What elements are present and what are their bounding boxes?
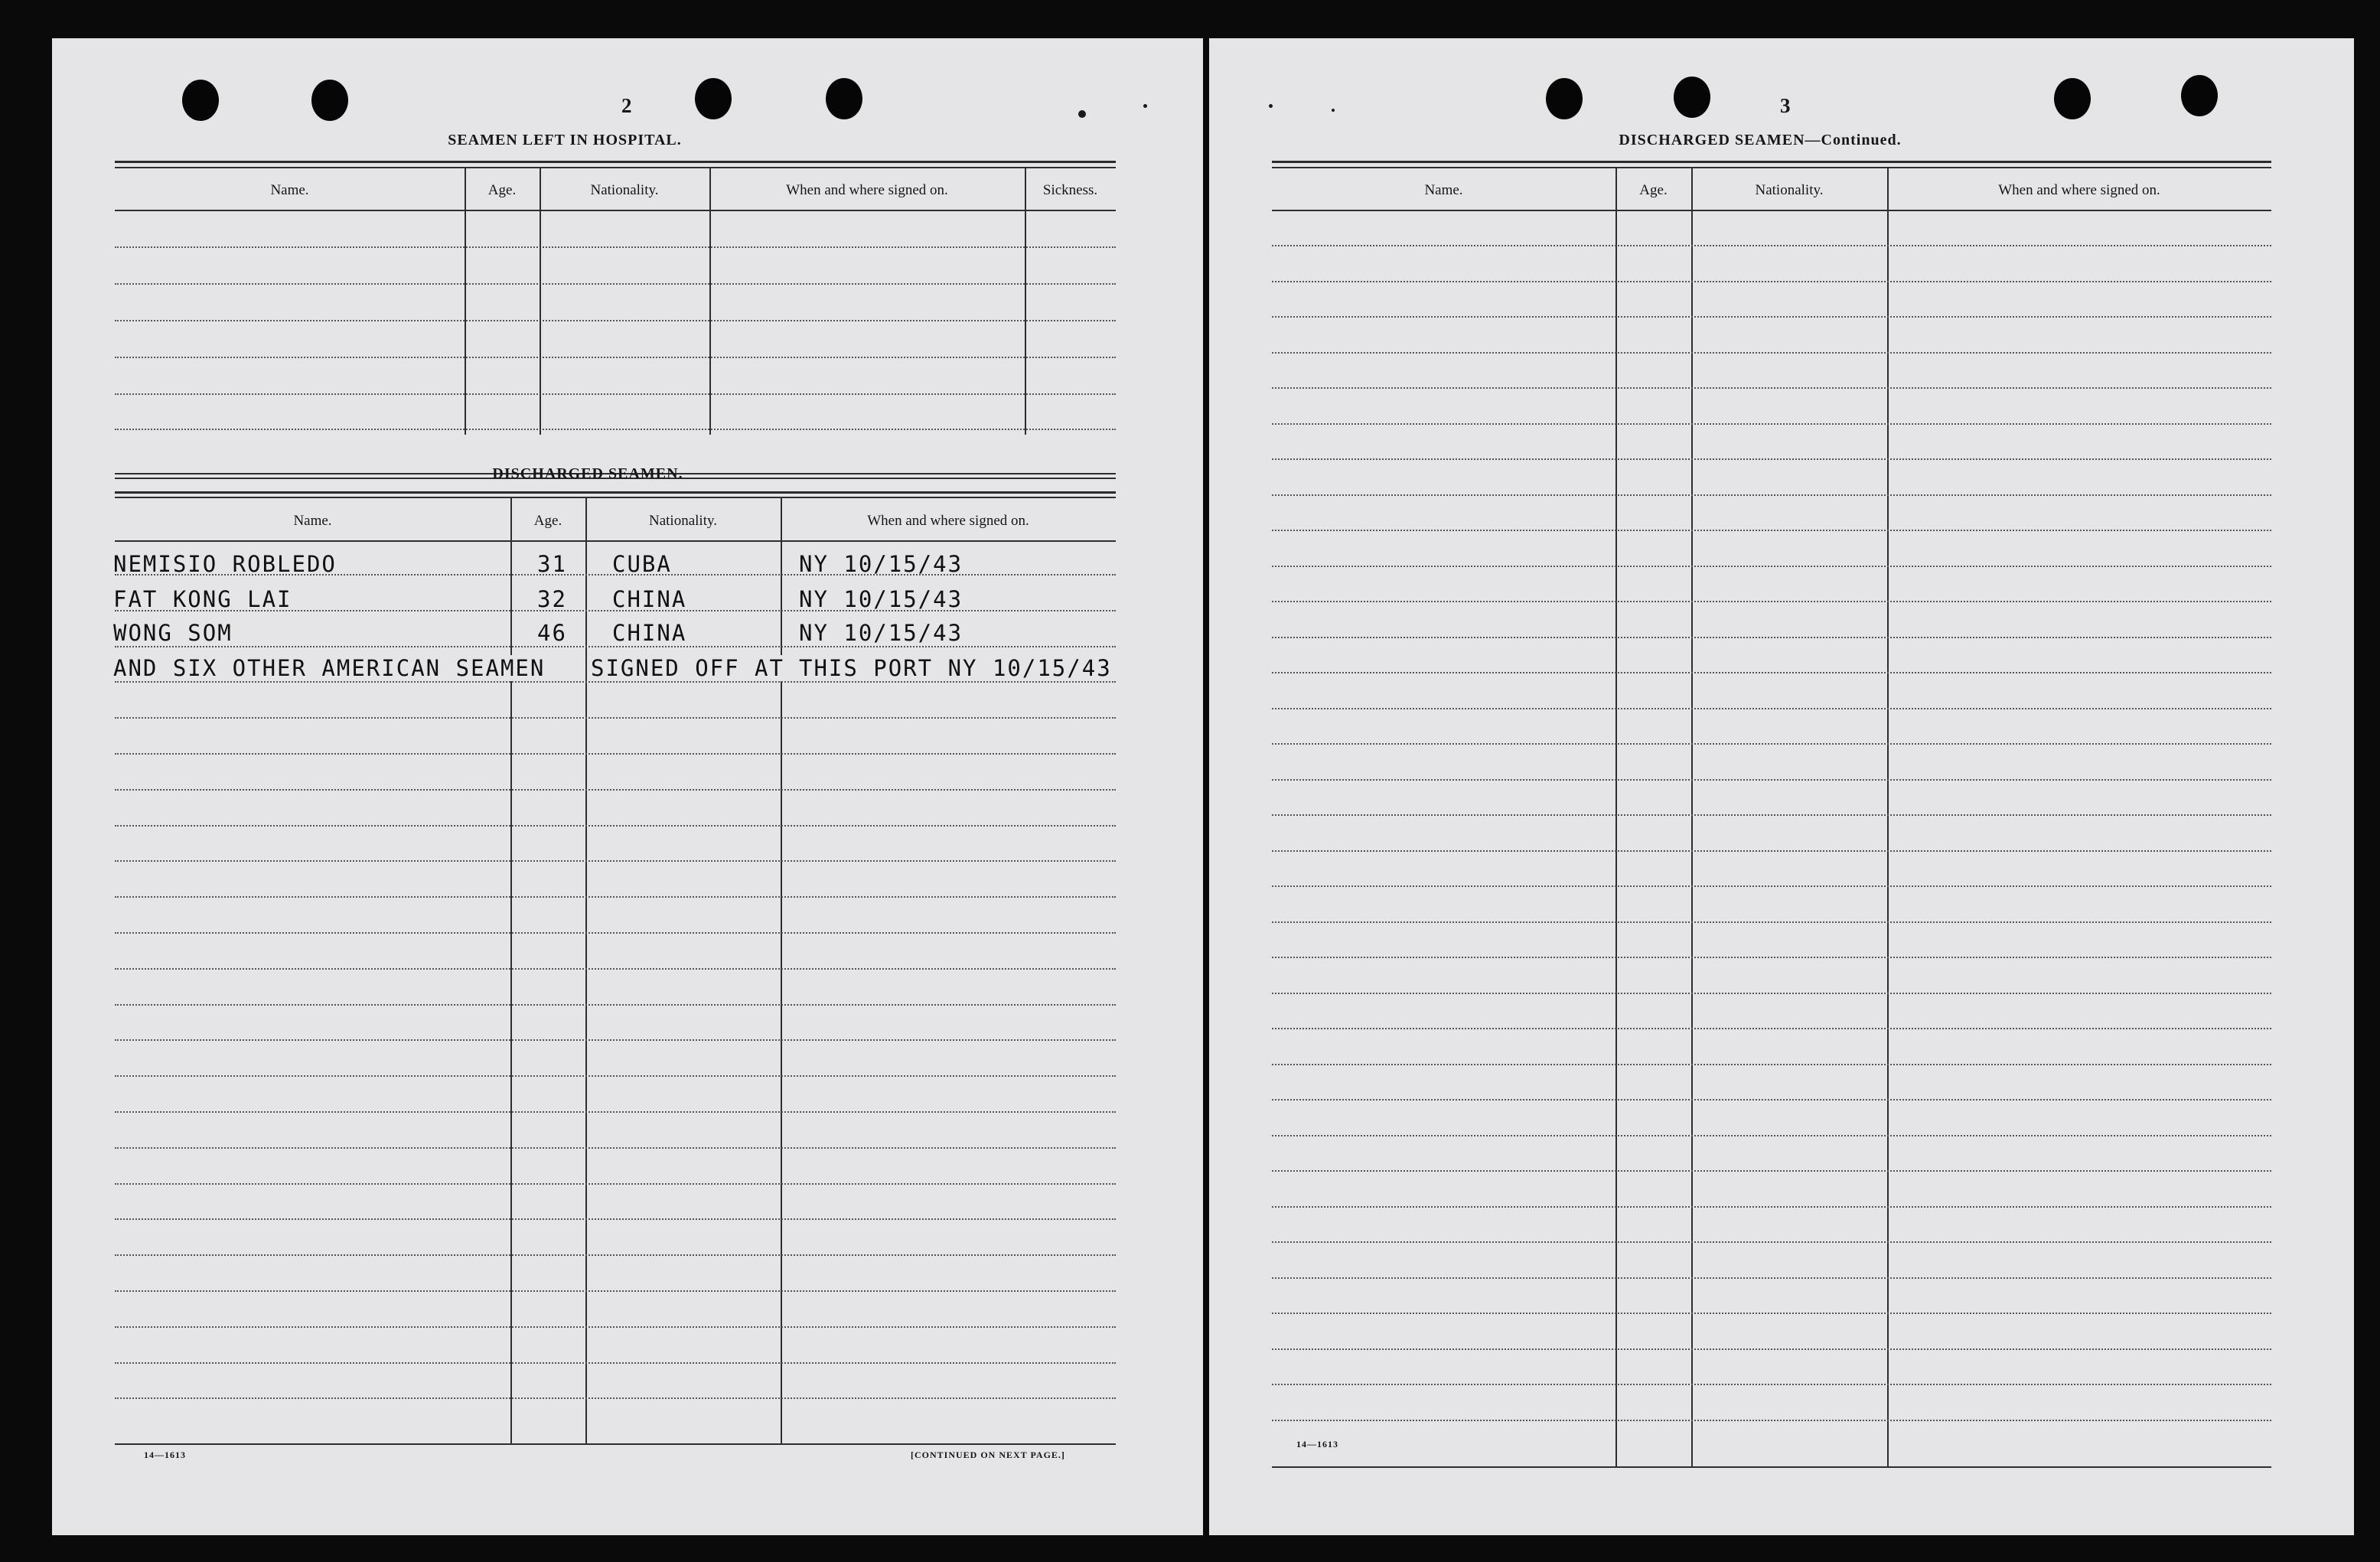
- ruled-line: [115, 1362, 1116, 1364]
- punch-hole: [311, 80, 348, 121]
- column-header-signed-on: When and where signed on.: [867, 513, 1029, 529]
- column-header-nationality: Nationality.: [649, 513, 717, 529]
- ruled-line: [115, 1039, 1116, 1041]
- ruled-line: [115, 1004, 1116, 1006]
- ruled-line: [1272, 637, 2271, 638]
- ruled-line: [1272, 957, 2271, 958]
- ink-speck: [1143, 104, 1147, 108]
- ruled-line: [1272, 672, 2271, 673]
- ruled-line: [1272, 921, 2271, 923]
- ruled-line: [1272, 530, 2271, 531]
- ruled-line: [1272, 316, 2271, 318]
- punch-hole: [1674, 77, 1710, 118]
- ink-speck: [1078, 110, 1086, 118]
- ruled-line: [115, 968, 1116, 970]
- ruled-line: [1272, 779, 2271, 781]
- column-header-age: Age.: [533, 513, 562, 529]
- ruled-line: [1272, 352, 2271, 354]
- ruled-line: [115, 610, 1116, 611]
- ruled-line: [115, 1147, 1116, 1149]
- right-page: [1209, 38, 2354, 1535]
- column-header-age: Age.: [1639, 182, 1668, 198]
- ink-speck: [1332, 109, 1335, 112]
- seaman-age: 31: [537, 551, 567, 577]
- seaman-name: NEMISIO ROBLEDO: [113, 551, 337, 577]
- ruled-line: [115, 789, 1116, 791]
- discharged-continued-table: [1272, 161, 2271, 1474]
- column-header-nationality: Nationality.: [1755, 182, 1824, 198]
- column-header-nationality: Nationality.: [590, 182, 659, 198]
- punch-hole: [2181, 75, 2218, 116]
- discharged-table: [115, 491, 1116, 1456]
- ruled-line: [115, 932, 1116, 934]
- ruled-line: [1272, 885, 2271, 887]
- seaman-nationality: CHINA: [612, 620, 687, 646]
- page-number: 3: [1780, 94, 1791, 117]
- ruled-line: [1272, 814, 2271, 816]
- seaman-nationality: CUBA: [612, 551, 672, 577]
- seaman-signed-on: NY 10/15/43: [799, 620, 963, 646]
- ruled-line: [1272, 850, 2271, 852]
- continued-note: [CONTINUED ON NEXT PAGE.]: [911, 1449, 1065, 1460]
- note-text: THIS PORT NY 10/15/43: [799, 655, 1112, 681]
- ruled-line: [115, 1254, 1116, 1256]
- ruled-line: [115, 753, 1116, 755]
- ruled-line: [115, 1218, 1116, 1220]
- ruled-line: [1272, 708, 2271, 709]
- note-text: AND SIX OTHER AMERICAN SEAMEN: [113, 655, 549, 681]
- ruled-line: [1272, 458, 2271, 460]
- punch-hole: [2054, 78, 2091, 119]
- ruled-line: [1272, 1313, 2271, 1314]
- ruled-line: [115, 681, 1116, 683]
- ruled-line: [1272, 1206, 2271, 1208]
- ruled-line: [1272, 993, 2271, 994]
- punch-hole: [695, 78, 732, 119]
- ruled-line: [115, 646, 1116, 647]
- page-number: 2: [621, 94, 632, 117]
- form-number: 14—1613: [1296, 1439, 1338, 1449]
- ruled-line: [115, 1183, 1116, 1185]
- ruled-line: [1272, 743, 2271, 745]
- ruled-line: [1272, 566, 2271, 567]
- seaman-signed-on: NY 10/15/43: [799, 551, 963, 577]
- seaman-name: FAT KONG LAI: [113, 586, 292, 612]
- ruled-line: [1272, 387, 2271, 389]
- hospital-table: [115, 161, 1116, 482]
- seaman-name: WONG SOM: [113, 620, 233, 646]
- column-header-name: Name.: [293, 513, 332, 529]
- column-header-sickness: Sickness.: [1042, 182, 1098, 198]
- ruled-line: [1272, 423, 2271, 425]
- ruled-line: [1272, 1384, 2271, 1385]
- ruled-line: [115, 1290, 1116, 1292]
- ruled-line: [1272, 1064, 2271, 1065]
- ruled-line: [1272, 1135, 2271, 1136]
- column-header-name: Name.: [1424, 182, 1463, 198]
- ruled-line: [1272, 1277, 2271, 1279]
- ruled-line: [115, 896, 1116, 898]
- left-page: [52, 38, 1203, 1535]
- ruled-line: [115, 1397, 1116, 1399]
- note-text: SIGNED OFF AT: [591, 655, 784, 681]
- ruled-line: [1272, 245, 2271, 246]
- discharged-continued-title: DISCHARGED SEAMEN—Continued.: [1619, 132, 1902, 148]
- column-header-signed-on: When and where signed on.: [1998, 182, 2160, 198]
- ruled-line: [1272, 1348, 2271, 1350]
- column-header-age: Age.: [487, 182, 517, 198]
- ruled-line: [1272, 1420, 2271, 1421]
- seaman-nationality: CHINA: [612, 586, 687, 612]
- ink-speck: [1269, 104, 1273, 108]
- ruled-line: [115, 717, 1116, 719]
- ruled-line: [115, 1111, 1116, 1113]
- ruled-line: [115, 1075, 1116, 1077]
- punch-hole: [182, 80, 219, 121]
- punch-hole: [826, 78, 862, 119]
- ruled-line: [115, 574, 1116, 576]
- column-header-signed-on: When and where signed on.: [786, 182, 948, 198]
- ruled-line: [1272, 1099, 2271, 1101]
- seaman-age: 32: [537, 586, 567, 612]
- seaman-signed-on: NY 10/15/43: [799, 586, 963, 612]
- column-header-name: Name.: [270, 182, 309, 198]
- ruled-line: [115, 1326, 1116, 1328]
- ruled-line: [115, 825, 1116, 827]
- seaman-age: 46: [537, 620, 567, 646]
- form-number: 14—1613: [144, 1449, 186, 1460]
- ruled-line: [1272, 281, 2271, 282]
- punch-hole: [1546, 78, 1583, 119]
- ruled-line: [1272, 601, 2271, 602]
- ruled-line: [115, 860, 1116, 862]
- ruled-line: [1272, 1241, 2271, 1243]
- ruled-line: [1272, 1028, 2271, 1029]
- ruled-line: [1272, 494, 2271, 496]
- discharged-section-title: DISCHARGED SEAMEN.: [492, 465, 683, 482]
- hospital-section-title: SEAMEN LEFT IN HOSPITAL.: [448, 132, 682, 148]
- ruled-line: [1272, 1170, 2271, 1172]
